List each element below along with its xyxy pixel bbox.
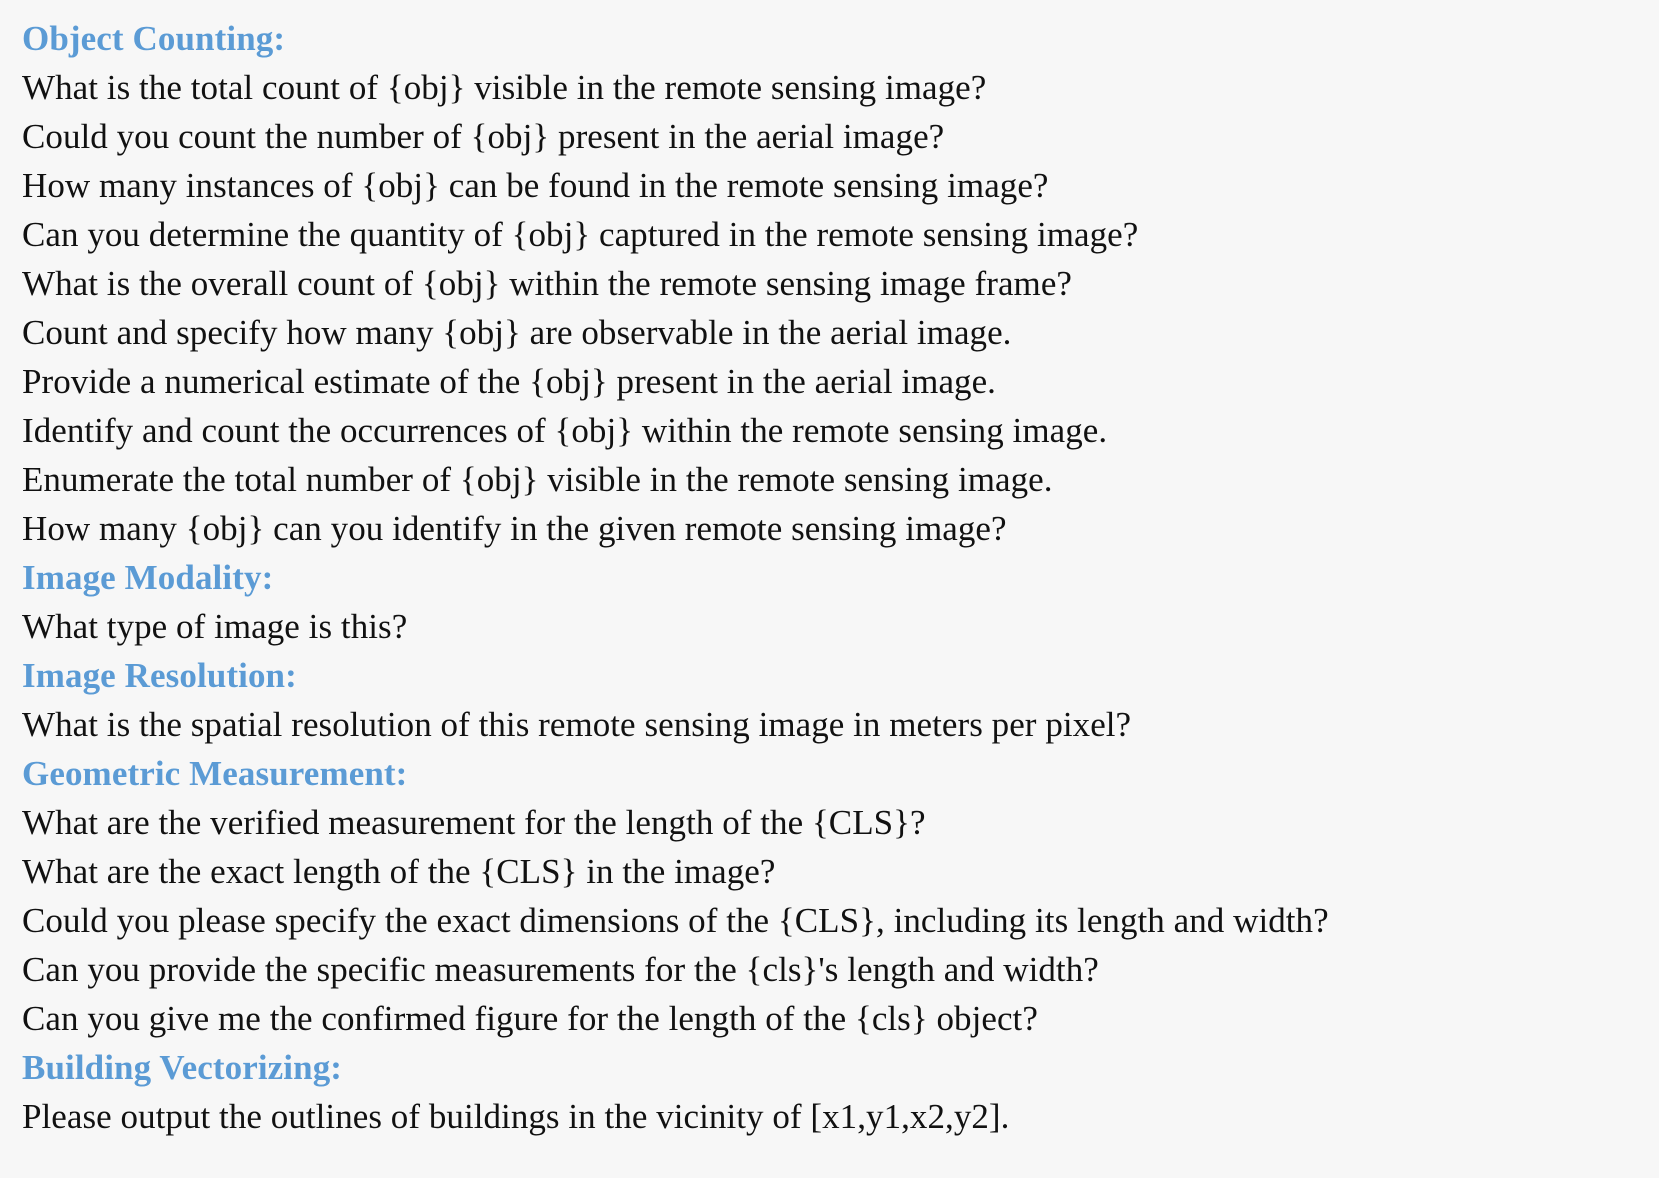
prompt-line: What type of image is this? [22,607,408,646]
section-building-vectorizing [22,1043,1637,1141]
prompt-line: Can you give me the confirmed figure for the length of the {cls} object? [22,999,1038,1038]
prompt-line: Identify and count the occurrences of {obj} within the remote sensing image. [22,411,1108,450]
section-image-modality [22,553,1637,651]
prompt-line: What is the overall count of {obj} within the remote sensing image frame? [22,264,1072,303]
section-heading-image-resolution: Image Resolution: [22,656,297,695]
prompt-line: Can you provide the specific measurements for the {cls}'s length and width? [22,950,1099,989]
prompt-line: What is the total count of {obj} visible in the remote sensing image? [22,68,987,107]
section-object-counting [22,14,1637,553]
prompt-line: Enumerate the total number of {obj} visible in the remote sensing image. [22,460,1053,499]
section-heading-image-modality: Image Modality: [22,558,274,597]
prompt-line: Count and specify how many {obj} are observable in the aerial image. [22,313,1012,352]
prompt-line: Can you determine the quantity of {obj} captured in the remote sensing image? [22,215,1139,254]
section-geometric-measurement [22,749,1637,1043]
prompt-line: How many {obj} can you identify in the given remote sensing image? [22,509,1007,548]
prompt-line: Provide a numerical estimate of the {obj} present in the aerial image. [22,362,996,401]
section-heading-building-vectorizing: Building Vectorizing: [22,1048,343,1087]
prompt-line: How many instances of {obj} can be found in the remote sensing image? [22,166,1049,205]
prompt-line: Please output the outlines of buildings in the vicinity of [x1,y1,x2,y2]. [22,1097,1010,1136]
section-image-resolution [22,651,1637,749]
prompt-line: Could you please specify the exact dimensions of the {CLS}, including its length and width? [22,901,1329,940]
section-heading-object-counting: Object Counting: [22,19,286,58]
prompt-line: What are the verified measurement for the length of the {CLS}? [22,803,926,842]
prompt-line: What are the exact length of the {CLS} in the image? [22,852,776,891]
prompt-line: What is the spatial resolution of this remote sensing image in meters per pixel? [22,705,1132,744]
section-heading-geometric-measurement: Geometric Measurement: [22,754,408,793]
prompt-line: Could you count the number of {obj} present in the aerial image? [22,117,945,156]
